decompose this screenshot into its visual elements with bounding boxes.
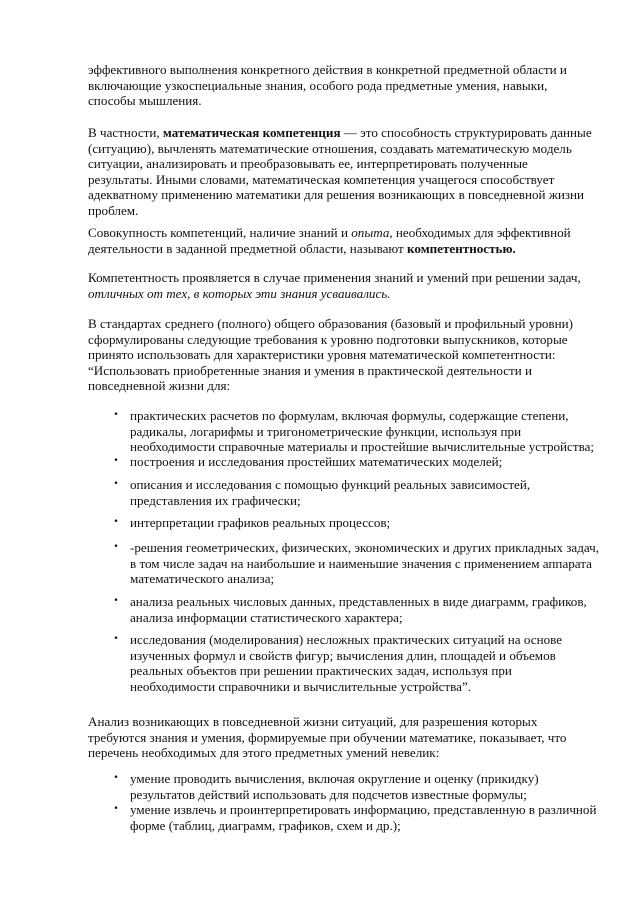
- bullet-icon: •: [113, 479, 119, 489]
- text-line: интерпретации графиков реальных процессов;: [130, 515, 391, 530]
- text-line: [88, 225, 608, 241]
- text-run: необходимых для эффективной: [392, 225, 571, 240]
- list-item-text: [130, 408, 594, 455]
- text-line: Анализ возникающих в повседневной жизни ситуаций, для разрешения которых: [88, 714, 538, 729]
- bullet-icon: •: [113, 804, 119, 814]
- text-line: В стандартах среднего (полного) общего образования (базовый и профильный уровни): [88, 316, 573, 331]
- text-line: исследования (моделирования) несложных практических ситуаций на основе: [130, 632, 563, 647]
- text-line: анализа реальных числовых данных, представленных в виде диаграмм, графиков,: [130, 594, 587, 609]
- list-item-text: [130, 515, 390, 531]
- paragraph-math-competence: [88, 125, 608, 219]
- text-line: “Использовать приобретенные знания и умения в практической деятельности и: [88, 362, 533, 378]
- text-line: перечень необходимых для этого предметных умений невелик:: [88, 745, 440, 761]
- text-line: эффективного выполнения конкретного действия в конкретной предметной области и: [88, 62, 567, 77]
- text-line-italic: отличных от тех, в которых эти знания усваивались.: [88, 285, 391, 301]
- text-line: ситуации, анализировать и преобразовывать ее, интерпретировать полученные: [88, 156, 528, 172]
- text-line: необходимости справочники и вычислительные устройства”.: [130, 678, 472, 694]
- text-line: принято использовать для характеристики уровня математической компетентности:: [88, 347, 556, 363]
- bullet-icon: •: [113, 596, 119, 606]
- text-run: Совокупность компетенций, наличие знаний и: [88, 225, 352, 240]
- text-line: требуются знания и умения, формируемые при обучении математике, показывает, что: [88, 729, 567, 745]
- list-item-text: [130, 771, 539, 802]
- text-line: повседневной жизни для:: [88, 378, 231, 394]
- text-line: реальных объектов при решении практических задач, используя при: [130, 663, 512, 679]
- text-line: адекватному применению математики для решения возникающих в повседневной жизни: [88, 187, 585, 203]
- text-line: результаты. Иными словами, математическая компетенция учащегося способствует: [88, 171, 555, 187]
- list-item-text: [130, 632, 562, 694]
- text-line: практических расчетов по формулам, включая формулы, содержащие степени,: [130, 408, 569, 423]
- text-line: (ситуацию), вычленять математические отношения, создавать математическую модель: [88, 140, 572, 156]
- paragraph-competency-manifestation: [88, 270, 608, 301]
- text-run: — это способность структурировать данные: [340, 125, 592, 140]
- term-experience: опыта,: [351, 225, 393, 240]
- text-line: умение извлечь и проинтерпретировать информацию, представленную в различной: [130, 802, 597, 817]
- paragraph-standards: [88, 316, 608, 394]
- list-item-text: [130, 540, 599, 587]
- bullet-icon: •: [113, 634, 119, 644]
- text-line: радикалы, логарифмы и тригонометрические функции, используя при: [130, 423, 522, 439]
- text-run: В частности,: [88, 125, 163, 140]
- text-line: результатов действий использовать для подсчетов известные формулы;: [130, 786, 527, 802]
- text-line: анализа информации статистического характера;: [130, 609, 403, 625]
- text-line: описания и исследования с помощью функций реальных зависимостей,: [130, 477, 531, 492]
- text-line: необходимости справочные материалы и простейшие вычислительные устройства;: [130, 439, 595, 455]
- bullet-icon: •: [113, 456, 119, 466]
- text-line: способы мышления.: [88, 93, 202, 109]
- bullet-icon: •: [113, 773, 119, 783]
- text-line: сформулированы следующие требования к уровню подготовки выпускников, которые: [88, 331, 568, 347]
- text-line: изученных формул и свойств фигур; вычисления длин, площадей и объемов: [130, 647, 556, 663]
- text-line: математического анализа;: [130, 571, 275, 587]
- paragraph-competency-definition: [88, 225, 608, 256]
- bullet-icon: •: [113, 542, 119, 552]
- text-line: [88, 125, 608, 141]
- term-math-competence: математическая компетенция: [162, 125, 341, 140]
- text-line: проблем.: [88, 202, 139, 218]
- text-line: Компетентность проявляется в случае применения знаний и умений при решении задач,: [88, 270, 581, 285]
- term-competency: компетентностью.: [407, 240, 516, 256]
- paragraph-competence-definition: [88, 62, 608, 109]
- text-run: деятельности в заданной предметной области, называют: [88, 240, 408, 256]
- paragraph-analysis: [88, 714, 608, 761]
- text-line: умение проводить вычисления, включая округление и оценку (прикидку): [130, 771, 539, 786]
- text-line: форме (таблиц, диаграмм, графиков, схем и др.);: [130, 817, 401, 833]
- bullet-icon: •: [113, 517, 119, 527]
- list-item-text: [130, 454, 502, 470]
- list-item-text: [130, 477, 530, 508]
- text-line: представления их графически;: [130, 492, 301, 508]
- bullet-icon: •: [113, 410, 119, 420]
- text-line: [88, 241, 608, 257]
- text-line: построения и исследования простейших математических моделей;: [130, 454, 503, 469]
- text-line: включающие узкоспециальные знания, особого рода предметные умения, навыки,: [88, 77, 548, 93]
- text-line: в том числе задач на наибольшие и наименьшие значения с применением аппарата: [130, 555, 592, 571]
- list-item-text: [130, 594, 587, 625]
- list-item-text: [130, 802, 596, 833]
- text-line: -решения геометрических, физических, экономических и других прикладных задач,: [130, 540, 600, 555]
